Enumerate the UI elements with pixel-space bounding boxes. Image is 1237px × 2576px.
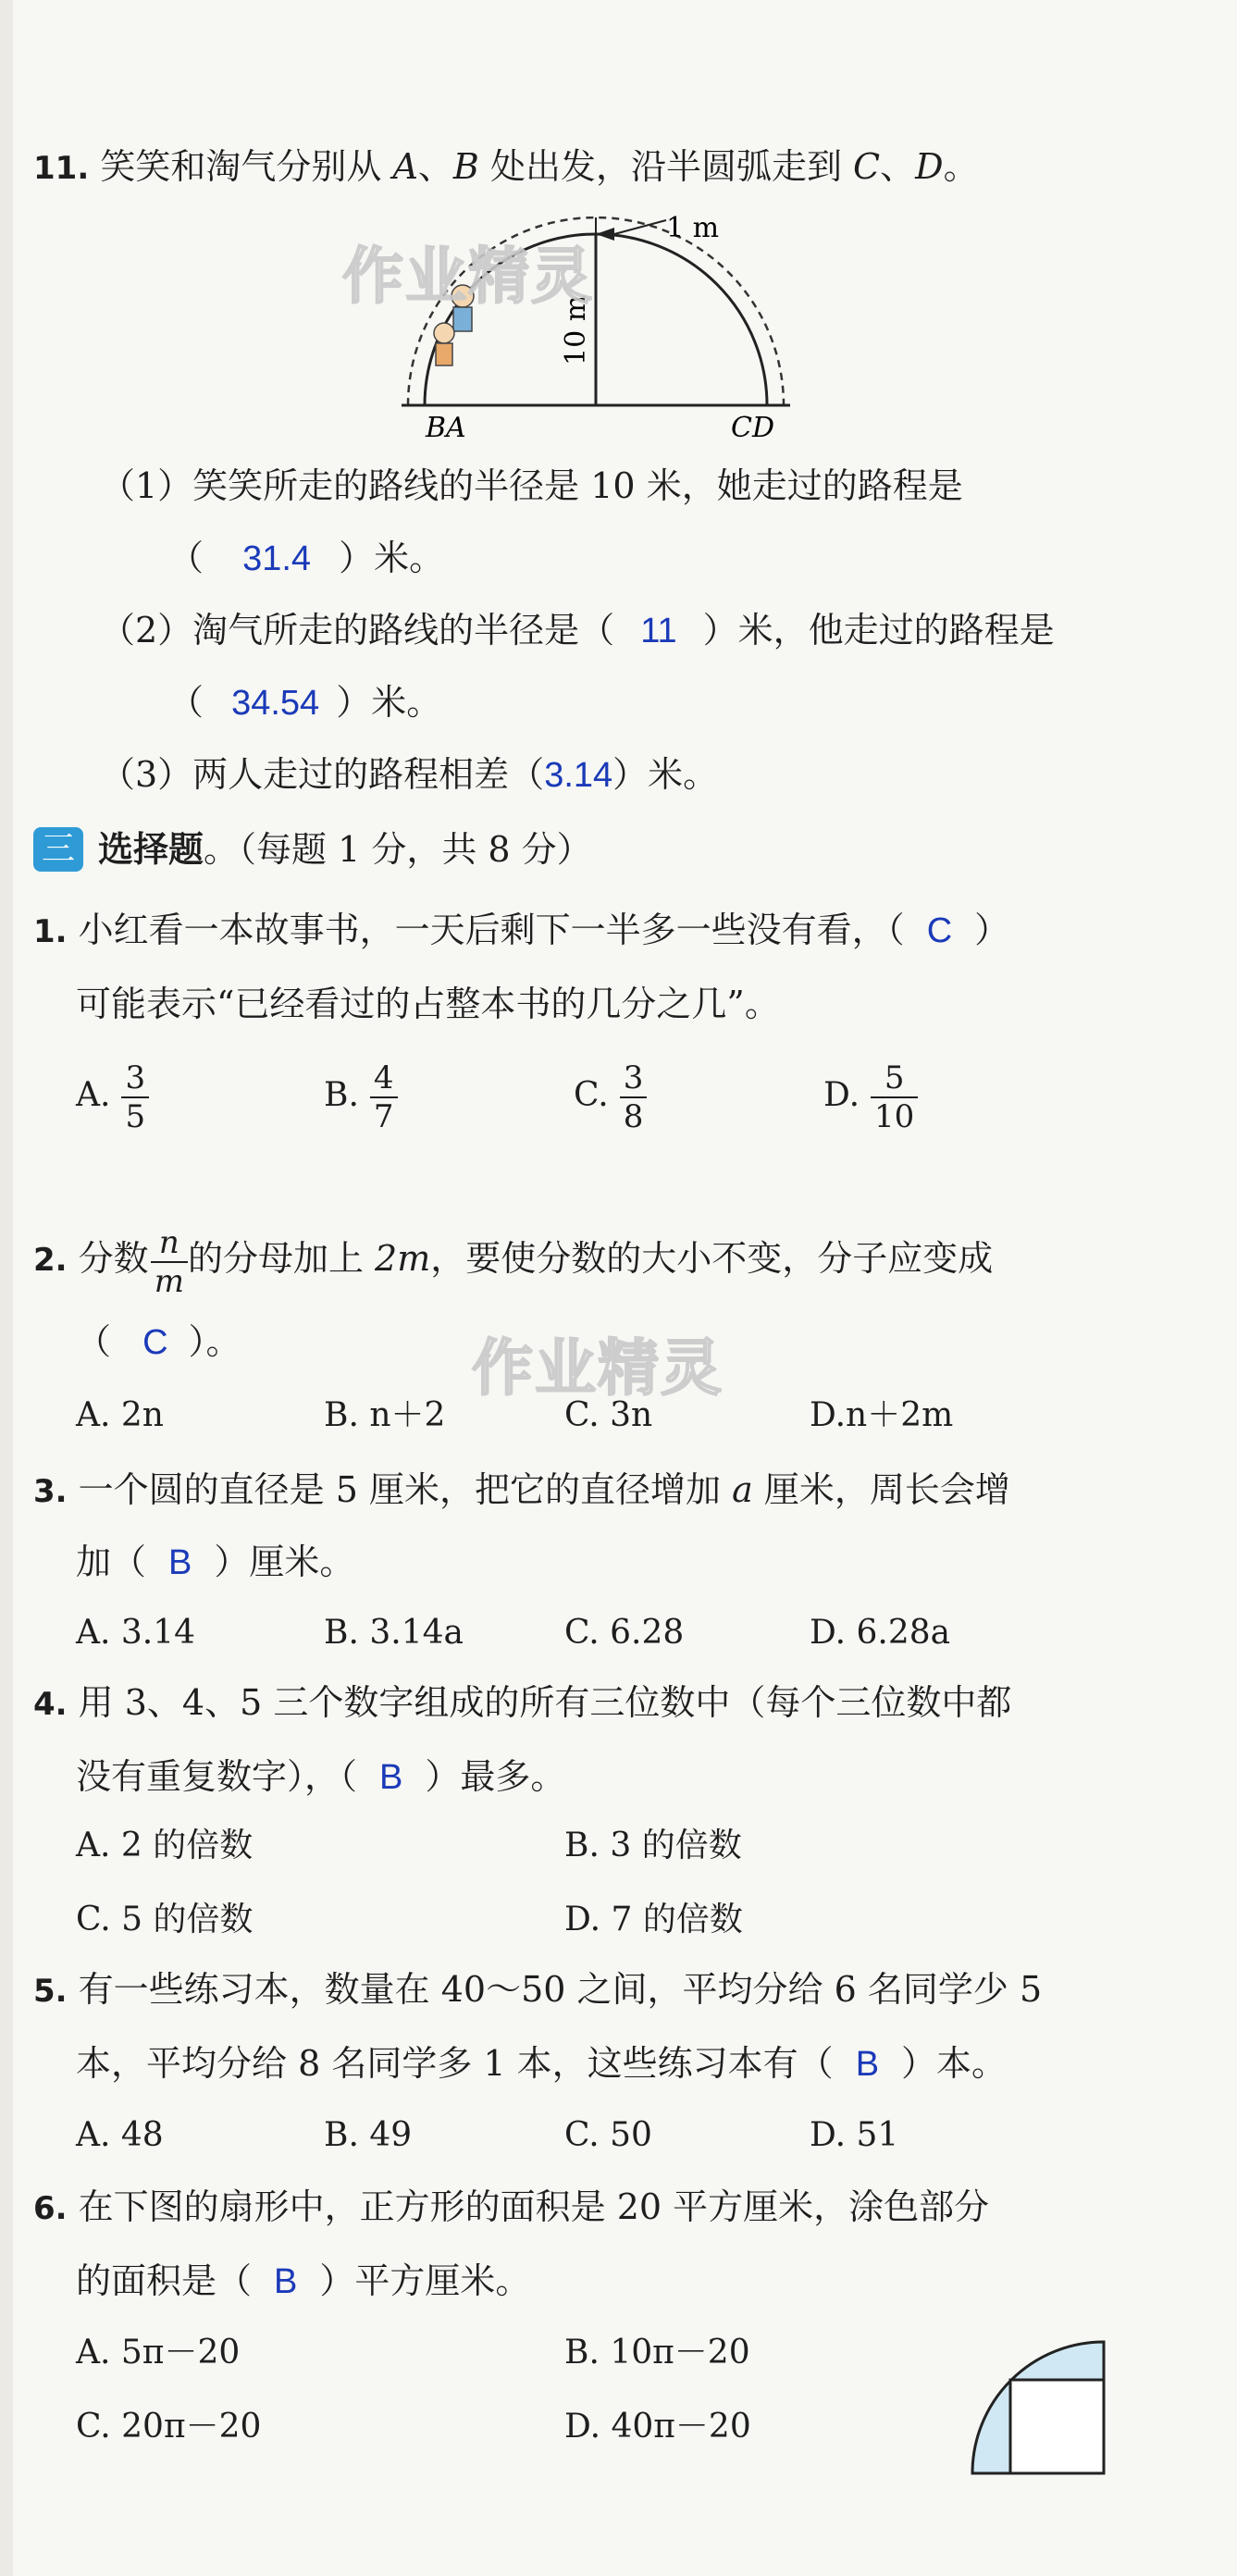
denominator: 5 — [125, 1098, 146, 1135]
q1-option-c — [574, 1059, 647, 1135]
sector-square-figure — [962, 2332, 1115, 2484]
answer-q3: B — [168, 1543, 192, 1582]
cd-label: CD — [731, 412, 775, 444]
q11-sub2-text: （2）淘气所走的路线的半径是（ — [100, 610, 615, 650]
q11-sub2 — [100, 607, 1055, 654]
q11-sub3-text: （3）两人走过的路程相差（ — [100, 754, 545, 795]
q4-option-c: C. 5 的倍数 — [76, 1901, 254, 1938]
q1-option-d — [823, 1059, 918, 1135]
q3-line1 — [33, 1467, 1010, 1515]
q4-option-a: A. 2 的倍数 — [76, 1827, 254, 1864]
q11-sub1 — [100, 463, 963, 509]
q2-option-b: B. n＋2 — [324, 1396, 446, 1434]
q3-number: 3. — [33, 1473, 68, 1510]
q3-option-b: B. 3.14a — [324, 1614, 464, 1652]
arrow-head — [596, 228, 614, 241]
q1-line1 — [33, 907, 1009, 955]
section-title: 选择题 — [98, 829, 204, 870]
q4-line2-pre: 没有重复数字），（ — [76, 1756, 358, 1797]
q6-option-a: A. 5π－20 — [76, 2334, 241, 2372]
q11-sub2-text2: ）米，他走过的路程是 — [702, 610, 1055, 650]
q3-text-end: 厘米，周长会增 — [763, 1469, 1010, 1510]
answer-q11-3: 3.14 — [544, 756, 613, 795]
q2-frac-numerator: n — [151, 1224, 188, 1263]
point-d-label: D — [915, 146, 944, 187]
q3-var-a: a — [732, 1469, 753, 1510]
answer-q11-1: 31.4 — [242, 539, 312, 578]
numerator: 5 — [871, 1059, 918, 1098]
point-a-label: A — [392, 146, 418, 187]
section-badge: 三 — [33, 827, 83, 872]
q4-line1 — [33, 1679, 1011, 1728]
q2-text-end: ，要使分数的大小不变，分子应变成 — [430, 1238, 994, 1279]
option-label: C. — [574, 1076, 609, 1114]
q4-option-d: D. 7 的倍数 — [564, 1901, 743, 1938]
option-label: D. — [823, 1076, 860, 1114]
q3-option-c: C. 6.28 — [564, 1614, 685, 1652]
q5-number: 5. — [33, 1973, 68, 2010]
q3-text: 一个圆的直径是 5 厘米，把它的直径增加 — [78, 1469, 722, 1510]
q1-paren-end: ） — [974, 910, 1010, 950]
q5-option-c: C. 50 — [564, 2116, 652, 2154]
q2-option-c: C. 3n — [564, 1396, 653, 1434]
watermark-top: 作业精灵 — [342, 241, 594, 312]
q2-option-d: D.n＋2m — [810, 1396, 954, 1434]
q5-option-a: A. 48 — [76, 2116, 164, 2154]
q5-line2-end: ）本。 — [901, 2043, 1008, 2084]
q6-line2-pre: 的面积是（ — [76, 2260, 253, 2301]
q6-option-d: D. 40π－20 — [564, 2408, 751, 2446]
q11-prompt-end: 。 — [943, 146, 979, 187]
q1-option-b — [324, 1059, 398, 1135]
q4-text: 用 3、4、5 三个数字组成的所有三位数中（每个三位数中都 — [78, 1682, 1012, 1723]
q6-option-b: B. 10π－20 — [564, 2334, 750, 2372]
answer-q11-2a: 11 — [640, 612, 677, 650]
q2-text-pre: 分数 — [78, 1238, 149, 1279]
point-c-label: C — [853, 146, 881, 187]
q2-line2: （ C ）。 — [76, 1321, 241, 1362]
answer-q6: B — [274, 2262, 298, 2301]
numerator: 3 — [121, 1059, 149, 1098]
q1-line2: 可能表示“已经看过的占整本书的几分之几”。 — [76, 984, 780, 1024]
q11-sub1-text: （1）笑笑所走的路线的半径是 10 米，她走过的路程是 — [100, 465, 963, 506]
q11-number: 11. — [33, 150, 90, 187]
q2-line1 — [33, 1221, 993, 1300]
ten-meter-label: 10 m — [560, 294, 592, 365]
q5-line1 — [33, 1966, 1042, 2014]
q4-option-b: B. 3 的倍数 — [564, 1827, 742, 1864]
q4-number: 4. — [33, 1686, 68, 1723]
answer-q11-2b: 34.54 — [231, 684, 320, 723]
q1-text: 小红看一本故事书，一天后剩下一半多一些没有看，（ — [78, 910, 905, 950]
point-b-label: B — [452, 146, 479, 187]
answer-q4: B — [379, 1758, 403, 1797]
numerator: 4 — [370, 1059, 398, 1098]
denominator: 10 — [874, 1098, 915, 1135]
one-meter-label: 1 m — [666, 212, 720, 244]
q1-option-a — [76, 1059, 149, 1135]
q11-sub3 — [100, 751, 718, 799]
q11-prompt: 11. 笑笑和淘气分别从 A、B 处出发，沿半圆弧走到 C、D。 — [33, 146, 979, 187]
q5-option-d: D. 51 — [810, 2116, 899, 2154]
q1-number: 1. — [33, 913, 68, 950]
q6-text: 在下图的扇形中，正方形的面积是 20 平方厘米，涂色部分 — [78, 2186, 990, 2227]
section-note: 。（每题 1 分，共 8 分） — [204, 829, 592, 870]
q11-prompt-mid: 处出发，沿半圆弧走到 — [489, 146, 842, 187]
q3-option-d: D. 6.28a — [810, 1614, 951, 1652]
answer-q5: B — [855, 2045, 880, 2084]
option-label: B. — [324, 1076, 359, 1114]
q4-line2 — [76, 1753, 565, 1801]
q6-option-c: C. 20π－20 — [76, 2408, 262, 2446]
denominator: 7 — [373, 1098, 394, 1135]
q5-text: 有一些练习本，数量在 40～50 之间，平均分给 6 名同学少 5 — [78, 1969, 1043, 2010]
ba-label: BA — [426, 412, 466, 444]
q3-line2 — [76, 1539, 354, 1586]
q2-two-m: 2m — [375, 1238, 431, 1279]
q4-line2-end: ）最多。 — [425, 1756, 566, 1797]
inner-square — [1010, 2380, 1104, 2473]
q6-number: 6. — [33, 2190, 68, 2227]
q11-sub2-unit: ）米。 — [336, 682, 442, 723]
section-heading — [98, 826, 592, 873]
answer-q2: C — [142, 1323, 168, 1362]
q2-number: 2. — [33, 1242, 68, 1279]
q2-frac-denominator: m — [154, 1262, 184, 1300]
answer-q1: C — [926, 911, 953, 950]
q2-text-post: 的分母加上 — [187, 1238, 364, 1279]
q6-line2-end: ）平方厘米。 — [319, 2260, 531, 2301]
q11-sub3-unit: ）米。 — [612, 754, 719, 795]
q11-prompt-text: 笑笑和淘气分别从 — [100, 146, 382, 187]
q5-line2-pre: 本，平均分给 8 名同学多 1 本，这些练习本有（ — [76, 2043, 834, 2084]
q11-sub1-unit: ）米。 — [339, 538, 445, 578]
q6-line1 — [33, 2184, 989, 2232]
q2-option-a: A. 2n — [76, 1396, 164, 1434]
option-label: A. — [76, 1076, 111, 1114]
q3-option-a: A. 3.14 — [76, 1614, 196, 1652]
q11-sub2-answer-line: （ 34.54 ）米。 — [168, 682, 442, 723]
numerator: 3 — [620, 1059, 648, 1098]
denominator: 8 — [623, 1098, 644, 1135]
q5-line2 — [76, 2040, 1007, 2087]
q11-sub1-answer-line: （ 31.4 ）米。 — [168, 538, 445, 578]
q3-line2-end: ）厘米。 — [214, 1542, 355, 1582]
q3-line2-pre: 加（ — [76, 1542, 147, 1582]
q6-line2 — [76, 2258, 530, 2305]
watermark-middle: 作业精灵 — [472, 1332, 724, 1404]
q5-option-b: B. 49 — [324, 2116, 413, 2154]
